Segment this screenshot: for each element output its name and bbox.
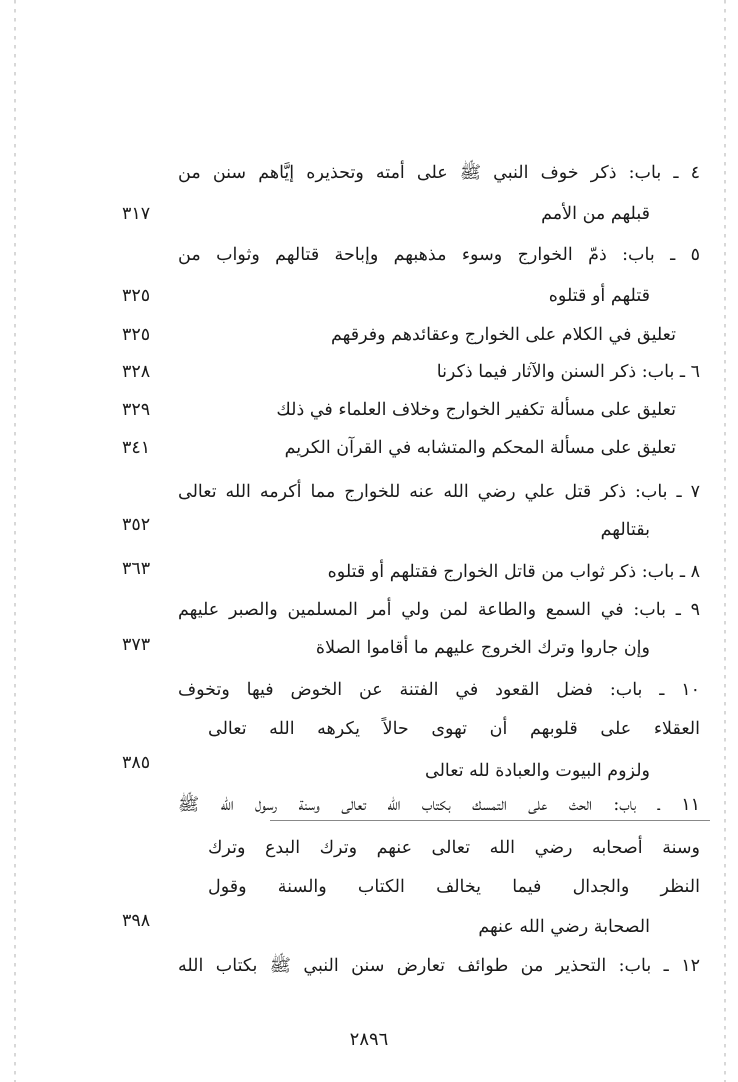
- toc-entry-10-line-3: ولزوم البيوت والعبادة لله تعالى: [425, 761, 650, 781]
- toc-entry-4-line-1: ٤ ـ باب: ذكر خوف النبي ﷺ على أمته وتحذيره إيَّاهم سنن من: [178, 163, 700, 183]
- table-of-contents: [110, 0, 710, 1082]
- toc-note-takfir: تعليق على مسألة تكفير الخوارج وخلاف العلماء في ذلك: [276, 400, 676, 420]
- toc-note-muhkam: تعليق على مسألة المحكم والمتشابه في القرآن الكريم: [284, 438, 676, 458]
- toc-entry-12-line-1: ١٢ ـ باب: التحذير من طوائف تعارض سنن النبي ﷺ بكتاب الله: [178, 956, 700, 976]
- page-number: ٢٨٩٦: [349, 1029, 389, 1050]
- toc-entry-5-line-2: قتلهم أو قتلوه: [548, 286, 650, 306]
- toc-entry-7-line-1: ٧ ـ باب: ذكر قتل علي رضي الله عنه للخوارج مما أكرمه الله تعالى: [178, 482, 700, 502]
- toc-entry-8-page: ٣٦٣: [122, 559, 151, 579]
- toc-note-muhkam-page: ٣٤١: [122, 438, 151, 458]
- toc-entry-11-line-4: الصحابة رضي الله عنهم: [478, 917, 650, 937]
- toc-entry-4-line-2: قبلهم من الأمم: [541, 204, 650, 224]
- toc-entry-11-line-1: ١١ ـ باب: الحث على التمسك بكتاب الله تعالى وسنة رسول الله ﷺ: [178, 795, 700, 815]
- toc-note-takfir-page: ٣٢٩: [122, 400, 151, 420]
- toc-entry-7-line-2: بقتالهم: [600, 520, 650, 540]
- toc-note-khawarij-beliefs-page: ٣٢٥: [122, 325, 151, 345]
- toc-entry-9-line-1: ٩ ـ باب: في السمع والطاعة لمن ولي أمر المسلمين والصبر عليهم: [178, 600, 700, 620]
- scan-edge-right: [724, 0, 726, 1082]
- toc-entry-6-page: ٣٢٨: [122, 362, 151, 382]
- toc-entry-8-line-1: ٨ ـ باب: ذكر ثواب من قاتل الخوارج فقتلهم أو قتلوه: [327, 562, 700, 582]
- toc-entry-11-line-3: النظر والجدال فيما يخالف الكتاب والسنة وقول: [208, 877, 700, 897]
- toc-entry-7-page: ٣٥٢: [122, 515, 151, 535]
- toc-entry-11-line-2: وسنة أصحابه رضي الله تعالى عنهم وترك البدع وترك: [208, 838, 700, 858]
- pencil-underline-mark: [270, 820, 710, 821]
- toc-entry-10-line-1: ١٠ ـ باب: فضل القعود في الفتنة عن الخوض فيها وتخوف: [178, 680, 700, 700]
- toc-entry-10-line-2: العقلاء على قلوبهم أن تهوى حالاً يكرهه الله تعالى: [208, 719, 700, 739]
- toc-entry-10-page: ٣٨٥: [122, 753, 151, 773]
- toc-entry-5-line-1: ٥ ـ باب: ذمّ الخوارج وسوء مذهبهم وإباحة قتالهم وثواب من: [178, 245, 700, 265]
- toc-entry-11-page: ٣٩٨: [122, 911, 151, 931]
- toc-entry-4-page: ٣١٧: [122, 204, 151, 224]
- toc-entry-6-line-1: ٦ ـ باب: ذكر السنن والآثار فيما ذكرنا: [436, 362, 700, 382]
- scan-edge-left: [14, 0, 16, 1082]
- toc-entry-9-line-2: وإن جاروا وترك الخروج عليهم ما أقاموا الصلاة: [315, 638, 650, 658]
- toc-entry-5-page: ٣٢٥: [122, 286, 151, 306]
- toc-note-khawarij-beliefs: تعليق في الكلام على الخوارج وعقائدهم وفرقهم: [331, 325, 676, 345]
- toc-entry-9-page: ٣٧٣: [122, 635, 151, 655]
